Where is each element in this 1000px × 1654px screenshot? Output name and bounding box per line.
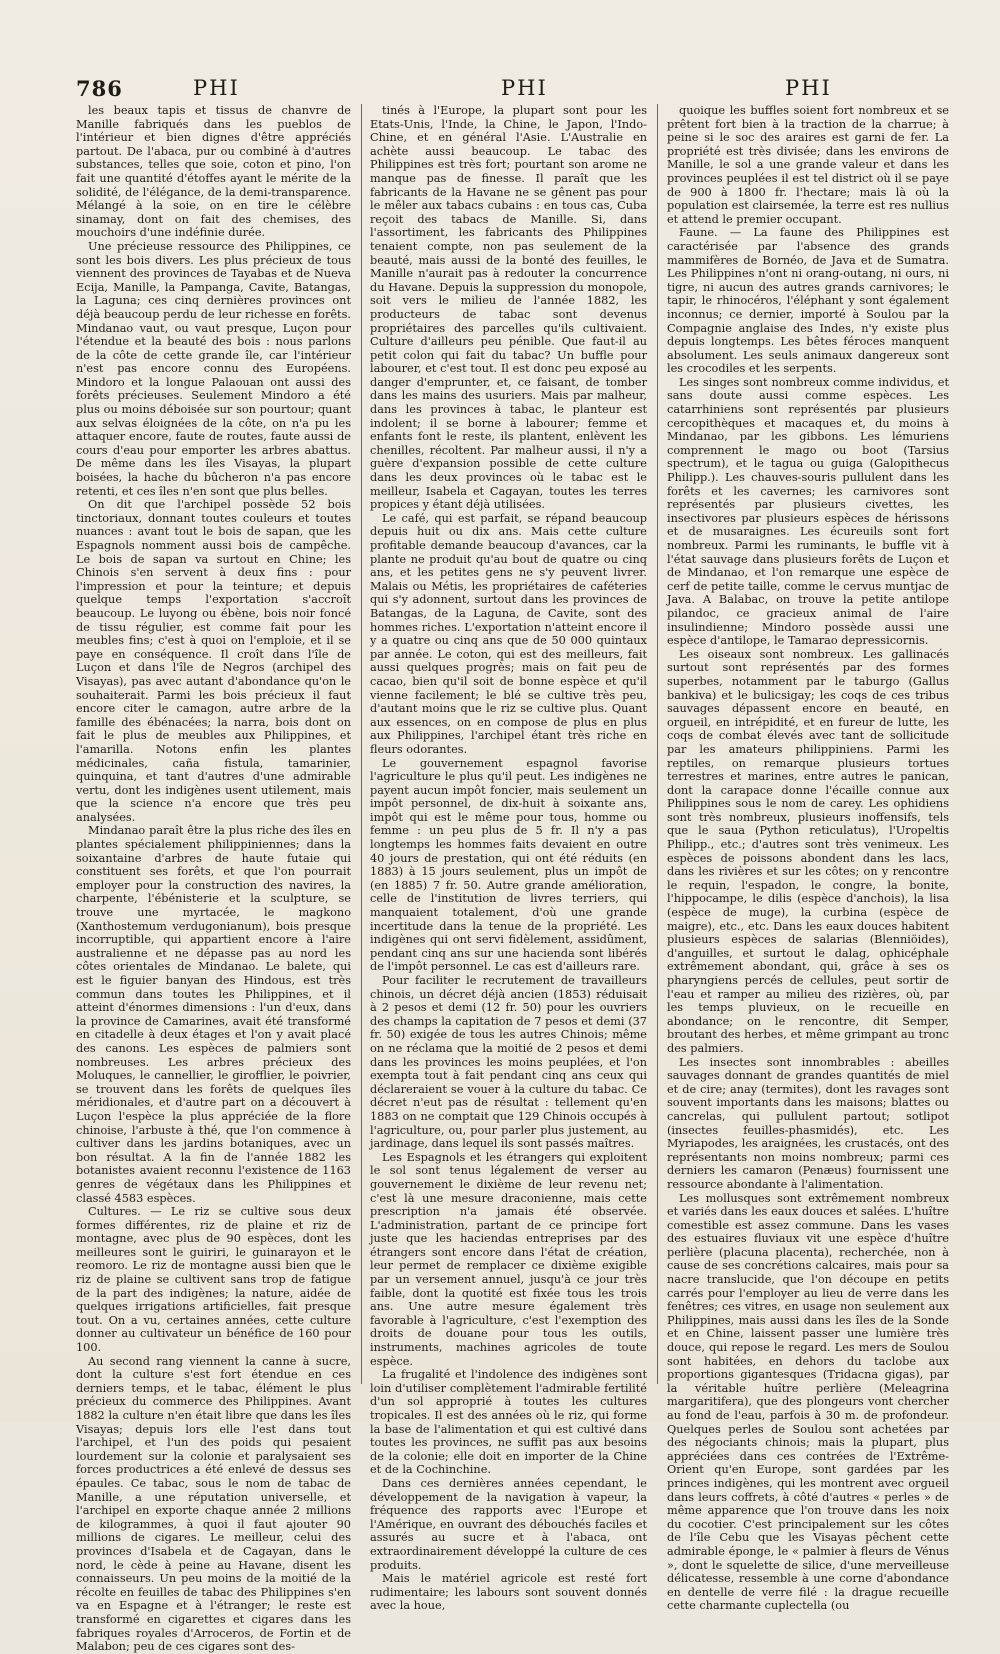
paragraph: Mindanao paraît être la plus riche des îles en plantes spécialement philippiniennes; dans la soixantaine d'arbres de haute futaie qui constituent ses forêts, et que l'on pourrait employer pour la construction des navires, la charpente, l'ébénisterie et la sculpture, se trouve une myrtacée, le magkono (Xanthostemum verdugonianum), bois presque incorruptible, qui appartient encore à l'aire australienne et ne dépasse pas au nord les côtes orientales de Mindanao. Le balete, qui est le figuier banyan des Hindous, est très commun dans toutes les Philippines, et il atteint d'énormes dimensions : l'un d'eux, dans la province de Camarines, avait été transformé en citadelle à deux étages et l'on y avait placé des canons. Les espèces de palmiers sont nombreuses. Les arbres précieux des Moluques, le cannellier, le girofflier, le poivrier, se trouvent dans les forêts de quelques îles méridionales, et d'autre part on a découvert à Luçon l'espèce la plus appréciée de la flore chinoise, l'arbuste à thé, que l'on commence à cultiver dans les jardins botaniques, avec un bon résultat. A la fin de l'année 1882 les botanistes avaient reconnu l'existence de 1163 genres de végétaux dans les Philippines et classé 4583 espèces. (76, 824, 351, 1205)
paragraph: Faune. — La faune des Philippines est caractérisée par l'absence des grands mammifères de Bornéo, de Java et de Sumatra. Les Philippines n'ont ni orang-outang, ni ours, ni tigre, ni aucun des autres grands carnivores; le tapir, le rhinocéros, l'éléphant y sont également inconnus; ce dernier, importé à Soulou par la Compagnie anglaise des Indes, n'y existe plus depuis longtemps. Les bêtes féroces manquent absolument. Les seuls animaux dangereux sont les crocodiles et les serpents. (667, 226, 949, 376)
page-number: 786 (76, 76, 123, 101)
text-column-left (76, 104, 351, 1654)
paragraph: quoique les buffles soient fort nombreux et se prêtent fort bien à la traction de la charrue; à peine si le soc des araires est garni de fer. La propriété est très divisée; dans les environs de Manille, le sol a une grande valeur et dans les provinces peuplées il est tel district où il se paye de 900 à 1800 fr. l'hectare; mais là où la population est clairsemée, la terre est res nullius et attend le premier occupant. (667, 104, 949, 226)
paragraph: Le gouvernement espagnol favorise l'agriculture le plus qu'il peut. Les indigènes ne payent aucun impôt foncier, mais seulement un impôt personnel, de dix-huit à soixante ans, impôt qui est le même pour tous, homme ou femme : un peu plus de 5 fr. Il n'y a pas longtemps les hommes faits devaient en outre 40 jours de prestation, qui ont été réduits (en 1883) à 15 jours seulement, plus un impôt de (en 1885) 7 fr. 50. Autre grande amélioration, celle de l'institution de livres terriers, qui manquaient totalement, d'où une grande incertitude dans la tenue de la propriété. Les indigènes qui ont servi fidèlement, assidûment, pendant cinq ans sur une hacienda sont libérés de l'impôt personnel. Le cas est d'ailleurs rare. (370, 756, 647, 974)
column-divider-1 (361, 104, 362, 1384)
paragraph: Les Espagnols et les étrangers qui exploitent le sol sont tenus légalement de verser au gouvernement le dixième de leur revenu net; c'est là une mesure draconienne, mais cette prescription n'a jamais été observée. L'administration, partant de ce principe fort juste que les haciendas entreprises par des étrangers sont encore dans l'état de création, leur permet de remplacer ce dixième exigible par un versement annuel, jusqu'à ce jour très faible, dont la quotité est fixée tous les trois ans. Une autre mesure également très favorable à l'agriculture, c'est l'exemption des droits de douane pour tous les outils, instruments, machines agricoles de toute espèce. (370, 1150, 647, 1368)
headword-right: PHI (785, 76, 832, 100)
paragraph: Mais le matériel agricole est resté fort rudimentaire; les labours sont souvent donnés avec la houe, (370, 1572, 647, 1613)
paragraph: Les singes sont nombreux comme individus, et sans doute aussi comme espèces. Les catarrhiniens sont représentés par plusieurs cercopithèques et macaques et, du moins à Mindanao, par les gibbons. Les lémuriens comprennent le mago ou boot (Tarsius spectrum), et le tagua ou guiga (Galopithecus Philipp.). Les chauves-souris pullulent dans les forêts et les cavernes; les carnivores sont représentés par plusieurs civettes, les insectivores par plusieurs espèces de hérissons et de musaraignes. Les écureuils sont fort nombreux. Parmi les ruminants, le buffle vit à l'état sauvage dans plusieurs forêts de Luçon et de Mindanao, et l'on remarque une espèce de cerf de petite taille, comme le cervus muntjac de Java. A Balabac, on trouve la petite antilope pilandoc, ce gracieux animal de l'aire insulindienne; Mindoro possède aussi une espèce d'antilope, le Tamarao depressicornis. (667, 375, 949, 648)
paragraph: Une précieuse ressource des Philippines, ce sont les bois divers. Les plus précieux de tous viennent des provinces de Tayabas et de Nueva Ecija, Manille, la Pampanga, Cavite, Batangas, la Laguna; ces cinq dernières provinces ont déjà beaucoup perdu de leur richesse en forêts. Mindanao vaut, ou vaut presque, Luçon pour l'étendue et la beauté des bois : nous parlons de la côte de cette grande île, car l'intérieur n'est pas encore connu des Européens. Mindoro et la longue Palaouan ont aussi des forêts précieuses. Seulement Mindoro a été plus ou moins déboisée sur son pourtour; quant aux selvas éloignées de la côte, on n'a pu les attaquer encore, faute de routes, faute aussi de cours d'eau pour emporter les arbres abattus. De même dans les îles Visayas, la plupart boisées, la hache du bûcheron n'a pas encore retenti, et ces îles n'en sont que plus belles. (76, 239, 351, 498)
paragraph: Les oiseaux sont nombreux. Les gallinacés surtout sont représentés par des formes superbes, notamment par le taburgo (Gallus bankiva) et le bulicsigay; les coqs de ces tribus sauvages dépassent encore en beauté, en orgueil, en intrépidité, et en fureur de lutte, les coqs de combat élevés avec tant de sollicitude par les amateurs philippiniens. Parmi les reptiles, on remarque plusieurs tortues terrestres et marines, entre autres le panican, dont la carapace donne l'écaille connue aux Philippines sous le nom de carey. Les ophidiens sont très nombreux, plusieurs inoffensifs, tels que le saua (Python reticulatus), l'Uropeltis Philipp., etc.; d'autres sont très venimeux. Les espèces de poissons abondent dans les lacs, dans les rivières et sur les côtes; on y rencontre le requin, l'espadon, le congre, la bonite, l'hippocampe, le dilis (espèce d'anchois), la lisa (espèce de muge), la curbina (espèce de maigre), etc., etc. Dans les eaux douces habitent plusieurs espèces de salarias (Blenniöides), d'anguilles, et surtout le dalag, ophicéphale extrêmement abondant, qui, grâce à ses os pharyngiens percés de cellules, peut sortir de l'eau et ramper au milieu des rizières, où, par les temps pluvieux, on le recueille en abondance; on le rencontre, dit Semper, broutant des herbes, et même grimpant au tronc des palmiers. (667, 647, 949, 1055)
paragraph: Cultures. — Le riz se cultive sous deux formes différentes, riz de plaine et riz de montagne, avec plus de 90 espèces, dont les meilleures sont le guiriri, le guinarayon et le reomoro. Le riz de montagne aussi bien que le riz de plaine se cultivent sans trop de fatigue de la part des indigènes; la nature, aidée de quelques irrigations artificielles, fait presque tout. On a vu, certaines années, cette culture donner au cultivateur un bénéfice de 160 pour 100. (76, 1205, 351, 1355)
paragraph: Dans ces dernières années cependant, le développement de la navigation à vapeur, la fréquence des rapports avec l'Europe et l'Amérique, en ouvrant des débouchés faciles et assurés au sucre et à l'abaca, ont extraordinairement développé la culture de ces produits. (370, 1476, 647, 1572)
text-column-middle (370, 104, 647, 1613)
paragraph: Les insectes sont innombrables : abeilles sauvages donnant de grandes quantités de miel et de cire; anay (termites), dont les ravages sont souvent importants dans les maisons; blattes ou cancrelas, qui pullulent partout; sotlipot (insectes feuilles-phasmidés), etc. Les Myriapodes, les araignées, les crustacés, ont des représentants non moins nombreux; parmi ces derniers les camaron (Penæus) fournissent une ressource abondante à l'alimentation. (667, 1055, 949, 1191)
paragraph: Les mollusques sont extrêmement nombreux et variés dans les eaux douces et salées. L'huître comestible est assez commune. Dans les vases des estuaires fluviaux vit une espèce d'huître perlière (placuna placenta), recherchée, non à cause de ses concrétions calcaires, mais pour sa nacre translucide, que l'on découpe en petits carrés pour l'employer au lieu de verre dans les fenêtres; ces vitres, en usage non seulement aux Philippines, mais aussi dans les îles de la Sonde et en Chine, laissent passer une lumière très douce, qui repose le regard. Les mers de Soulou sont habitées, en dehors du taclobe aux proportions gigantesques (Tridacna gigas), par la véritable huître perlière (Meleagrina margaritifera), que des plongeurs vont chercher au fond de l'eau, parfois à 30 m. de profondeur. Quelques perles de Soulou sont achetées par des négociants chinois; mais la plupart, plus appréciées dans ces contrées de l'Extrême-Orient qu'en Europe, sont gardées par les princes indigènes, qui les montrent avec orgueil dans leurs coffrets, à côté d'autres « perles » de même apparence que l'on trouve dans les noix du cocotier. C'est principalement sur les côtes de l'île Cebu que les Visayas pêchent cette admirable éponge, le « palmier à fleurs de Vénus », dont le squelette de silice, d'une merveilleuse délicatesse, ressemble à une corne d'abondance en dentelle de verre filé : la drague recueille cette charmante cuplectella (ou (667, 1191, 949, 1613)
paragraph: La frugalité et l'indolence des indigènes sont loin d'utiliser complètement l'admirable fertilité d'un sol approprié à toutes les cultures tropicales. Il est des années où le riz, qui forme la base de l'alimentation et qui est cultivé dans toutes les provinces, ne suffit pas aux besoins de la colonie; elle doit en importer de la Chine et de la Cochinchine. (370, 1368, 647, 1477)
paragraph: les beaux tapis et tissus de chanvre de Manille fabriqués dans les pueblos de l'intérieur et bien dignes d'être appréciés partout. De l'abaca, pur ou combiné à d'autres substances, telles que soie, coton et pino, l'on fait une quantité d'étoffes ayant le mérite de la solidité, de l'élégance, de la demi-transparence. Mélangé à la soie, on en tire le célèbre sinamay, dont on fait des chemises, des mouchoirs d'une indéfinie durée. (76, 104, 351, 240)
paragraph: Au second rang viennent la canne à sucre, dont la culture s'est fort étendue en ces derniers temps, et le tabac, élément le plus précieux du commerce des Philippines. Avant 1882 la culture n'en était libre que dans les îles Visayas; depuis lors elle l'est dans tout l'archipel, et l'un des poids qui pesaient lourdement sur la colonie et paralysaient ses forces productrices a été enlevé de dessus ses épaules. Ce tabac, sous le nom de tabac de Manille, a une réputation universelle, et l'archipel en exporte chaque année 2 millions de kilogrammes, à quoi il faut ajouter 90 millions de cigares. Le meilleur, celui des provinces d'Isabela et de Cagayan, dans le nord, le cède à peine au Havane, disent les connaisseurs. Un peu moins de la moitié de la récolte en feuilles de tabac des Philippines s'en va en Espagne et à l'étranger; le reste est transformé en cigarettes et cigares dans les fabriques royales d'Arroceros, de Fortin et de Malabon; peu de ces cigares sont des- (76, 1354, 351, 1654)
headword-center: PHI (501, 76, 548, 100)
column-divider-2 (657, 104, 658, 1384)
headword-left: PHI (193, 76, 240, 100)
paragraph: tinés à l'Europe, la plupart sont pour les Etats-Unis, l'Inde, la Chine, le Japon, l'Indo-Chine, et en général l'Asie. L'Australie en achète aussi beaucoup. Le tabac des Philippines est très fort; pourtant son arome ne manque pas de finesse. Il paraît que les fabricants de la Havane ne se gênent pas pour le mêler aux tabacs cubains : en tous cas, Cuba reçoit des tabacs de Manille. Si, dans l'assortiment, les fabricants des Philippines tenaient compte, non pas seulement de la beauté, mais aussi de la bonté des feuilles, le Manille n'aurait pas à redouter la concurrence du Havane. Depuis la suppression du monopole, soit vers le milieu de l'année 1882, les producteurs de tabac sont devenus propriétaires des parcelles qu'ils cultivaient. Culture d'ailleurs peu pénible. Que faut-il au petit colon qui fait du tabac? Un buffle pour labourer, et c'est tout. Il est donc peu exposé au danger d'emprunter, et, ce faisant, de tomber dans les mains des usuriers. Mais par malheur, dans les provinces à tabac, le planteur est indolent; il se borne à labourer; femme et enfants font le reste, ils plantent, enlèvent les chenilles, récoltent. Par malheur aussi, il n'y a guère d'expansion possible de cette culture dans les deux provinces où le tabac est le meilleur, Isabela et Cagayan, toutes les terres propices y étant déjà utilisées. (370, 104, 647, 512)
paragraph: Le café, qui est parfait, se répand beaucoup depuis huit ou dix ans. Mais cette culture profitable demande beaucoup d'avances, car la plante ne produit qu'au bout de quatre ou cinq ans, et les petites gens ne s'y peuvent livrer. Malais ou Métis, les propriétaires de caféteries qui s'y adonnent, surtout dans les provinces de Batangas, de la Laguna, de Cavite, sont des hommes riches. L'exportation n'atteint encore il y a quatre ou cinq ans que de 50 000 quintaux par année. Le coton, qui est des meilleurs, fait aussi quelques progrès; mais on fait peu de cacao, bien qu'il soit de bonne espèce et qu'il vienne facilement; le blé se cultive très peu, d'autant moins que le riz se cultive plus. Quant aux essences, on en compose de plus en plus aux Philippines, l'archipel étant très riche en fleurs odorantes. (370, 511, 647, 756)
paragraph: On dit que l'archipel possède 52 bois tinctoriaux, donnant toutes couleurs et toutes nuances : avant tout le bois de sapan, que les Espagnols nomment aussi bois de campêche. Le bois de sapan va surtout en Chine; les Chinois s'en servent à deux fins : pour l'impression et pour la teinture; et depuis quelque temps l'exportation s'accroît beaucoup. Le luyong ou ébène, bois noir foncé de tissu régulier, est comme fait pour les meubles fins; c'est à quoi on l'emploie, et il se paye en conséquence. Il croît dans l'île de Luçon et dans l'île de Negros (archipel des Visayas), pas avec autant d'abondance qu'on le souhaiterait. Parmi les bois précieux il faut encore citer le camagon, autre arbre de la famille des ébénacées; la narra, bois dont on fait le plus de meubles aux Philippines, et l'amarilla. Notons enfin les plantes médicinales, caña fistula, tamarinier, quinquina, et tant d'autres d'une admirable vertu, dont les indigènes usent utilement, mais que la science n'a encore que très peu analysées. (76, 498, 351, 824)
paragraph: Pour faciliter le recrutement de travailleurs chinois, un décret déjà ancien (1853) réduisait à 2 pesos et demi (12 fr. 50) pour les ouvriers des champs la capitation de 7 pesos et demi (37 fr. 50) exigée de tous les autres Chinois; même on ne réclama que la moitié de 2 pesos et demi dans les provinces les moins peuplées, et l'on exempta tout à fait pendant cinq ans ceux qui déclareraient se vouer à la culture du tabac. Ce décret n'eut pas de résultat : tellement qu'en 1883 on ne comptait que 129 Chinois occupés à l'agriculture, ou, pour parler plus justement, au jardinage, dans lequel ils sont passés maîtres. (370, 974, 647, 1151)
text-column-right (667, 104, 949, 1613)
